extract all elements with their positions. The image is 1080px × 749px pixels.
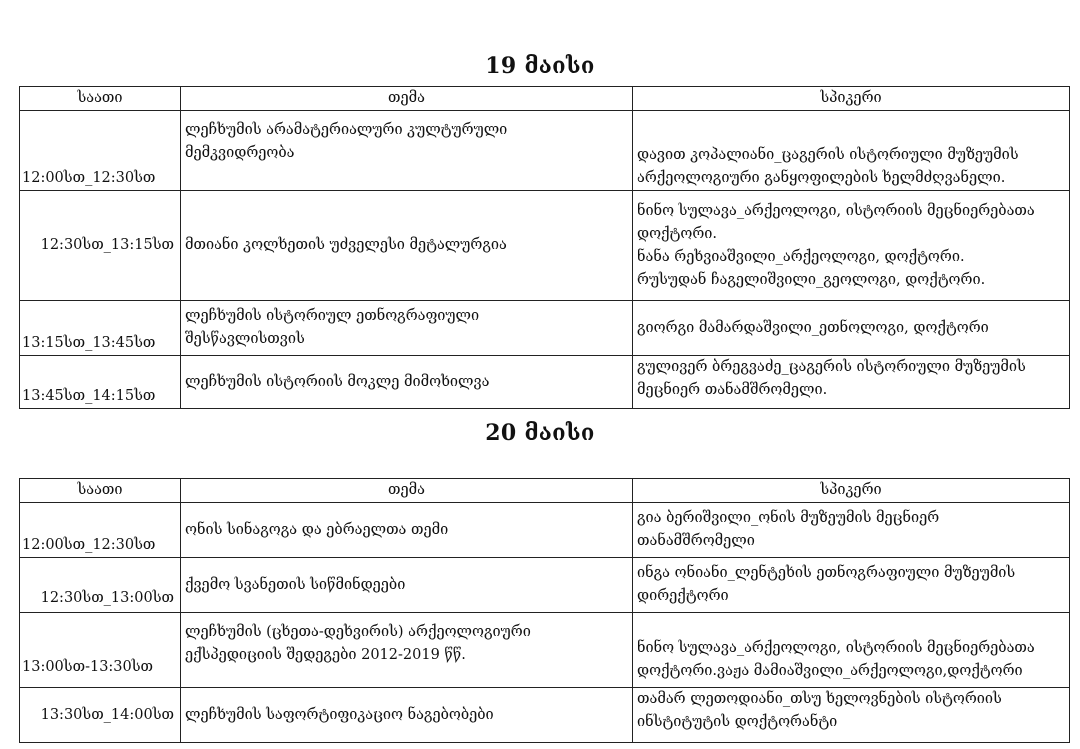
speaker-line: თამარ ლეთოდიანი_თსუ ხელოვნების ისტორიის bbox=[637, 691, 1002, 707]
column-header-speaker: სპიკერი bbox=[633, 479, 1070, 503]
topic-line: ლეჩხუმის ისტორიის მოკლე მიმოხილვა bbox=[185, 373, 490, 390]
topic-line: მთიანი კოლხეთის უძველესი მეტალურგია bbox=[185, 237, 507, 253]
table-row bbox=[20, 503, 1070, 558]
table-header-row bbox=[20, 87, 1070, 111]
topic-cell bbox=[181, 558, 633, 613]
time-cell: 13:30სთ_14:00სთ bbox=[20, 688, 181, 743]
time-cell: 12:30სთ_13:00სთ bbox=[20, 558, 181, 613]
table-row bbox=[20, 301, 1070, 356]
column-header-topic: თემა bbox=[181, 479, 633, 503]
day-title-20-may: 20 მაისი bbox=[485, 420, 595, 446]
time-cell: 13:45სთ_14:15სთ bbox=[20, 356, 181, 409]
topic-cell bbox=[181, 301, 633, 356]
speaker-line: მეცნიერ თანამშრომელი. bbox=[637, 382, 828, 398]
topic-cell bbox=[181, 111, 633, 191]
table-row bbox=[20, 111, 1070, 191]
speaker-cell bbox=[633, 613, 1070, 688]
speaker-line: ინსტიტუტის დოქტორანტი bbox=[637, 714, 838, 730]
topic-cell bbox=[181, 503, 633, 558]
time-cell: 12:30სთ_13:15სთ bbox=[20, 191, 181, 301]
speaker-cell bbox=[633, 503, 1070, 558]
speaker-line: დოქტორი.ვაჟა მამიაშვილი_არქეოლოგი,დოქტორი bbox=[637, 663, 1023, 679]
column-header-topic: თემა bbox=[181, 87, 633, 111]
topic-line: ლეჩხუმის ისტორიულ ეთნოგრაფიული bbox=[185, 308, 480, 324]
topic-cell bbox=[181, 356, 633, 409]
topic-cell bbox=[181, 613, 633, 688]
speaker-line: რუსუდან ჩაგელიშვილი_გეოლოგი, დოქტორი. bbox=[637, 271, 986, 288]
speaker-line: გია ბერიშვილი_ონის მუზეუმის მეცნიერ bbox=[637, 510, 940, 526]
table-row bbox=[20, 613, 1070, 688]
table-row bbox=[20, 191, 1070, 301]
speaker-line: ნინო სულავა_არქეოლოგი, ისტორიის მეცნიერებათა bbox=[637, 640, 1035, 656]
speaker-cell bbox=[633, 301, 1070, 356]
column-header-time: საათი bbox=[20, 87, 181, 111]
speaker-line: ინგა ონიანი_ლენტეხის ეთნოგრაფიული მუზეუმის bbox=[637, 565, 1016, 581]
topic-cell bbox=[181, 688, 633, 743]
speaker-cell bbox=[633, 356, 1070, 409]
speaker-cell bbox=[633, 558, 1070, 613]
table-row bbox=[20, 688, 1070, 743]
speaker-line: ნანა რეხვიაშვილი_არქეოლოგი, დოქტორი. bbox=[637, 248, 965, 265]
time-cell: 12:00სთ_12:30სთ bbox=[20, 111, 181, 191]
speaker-line: თანამშრომელი bbox=[637, 533, 755, 549]
topic-line: მემკვიდრეობა bbox=[185, 145, 295, 161]
table-header-row bbox=[20, 479, 1070, 503]
topic-line: ლეჩხუმის საფორტიფიკაციო ნაგებობები bbox=[185, 706, 494, 723]
speaker-line: დავით კოპალიანი_ცაგერის ისტორიული მუზეუმის bbox=[637, 147, 1019, 163]
speaker-line: გულივერ ბრეგვაძე_ცაგერის ისტორიული მუზეუმის bbox=[637, 359, 1026, 375]
speaker-cell bbox=[633, 111, 1070, 191]
topic-line: ონის სინაგოგა და ებრაელთა თემი bbox=[185, 521, 449, 538]
topic-line: ლეჩხუმის არამატერიალური კულტურული bbox=[185, 122, 508, 138]
time-cell: 12:00სთ_12:30სთ bbox=[20, 503, 181, 558]
column-header-speaker: სპიკერი bbox=[633, 87, 1070, 111]
topic-cell bbox=[181, 191, 633, 301]
topic-line: შესწავლისთვის bbox=[185, 331, 305, 347]
column-header-time: საათი bbox=[20, 479, 181, 503]
topic-line: ქვემო სვანეთის სიწმინდეები bbox=[185, 576, 406, 593]
day-title-19-may: 19 მაისი bbox=[485, 53, 595, 79]
speaker-line: დირექტორი bbox=[637, 588, 729, 604]
speaker-cell bbox=[633, 688, 1070, 743]
speaker-line: გიორგი მამარდაშვილი_ეთნოლოგი, დოქტორი bbox=[637, 319, 989, 336]
table-row bbox=[20, 356, 1070, 409]
schedule-table-20-may bbox=[19, 478, 1070, 743]
time-cell: 13:00სთ-13:30სთ bbox=[20, 613, 181, 688]
speaker-line: არქეოლოგიური განყოფილების ხელმძღვანელი. bbox=[637, 170, 1006, 186]
topic-line: ექსპედიციის შედეგები 2012-2019 წწ. bbox=[185, 647, 466, 663]
table-row bbox=[20, 558, 1070, 613]
topic-line: ლეჩხუმის (ცხეთა-დეხვირის) არქეოლოგიური bbox=[185, 624, 531, 640]
time-cell: 13:15სთ_13:45სთ bbox=[20, 301, 181, 356]
speaker-line: ნინო სულავა_არქეოლოგი, ისტორიის მეცნიერებათა bbox=[637, 202, 1035, 219]
speaker-line: დოქტორი. bbox=[637, 225, 718, 242]
schedule-table-19-may bbox=[19, 86, 1070, 409]
speaker-cell bbox=[633, 191, 1070, 301]
